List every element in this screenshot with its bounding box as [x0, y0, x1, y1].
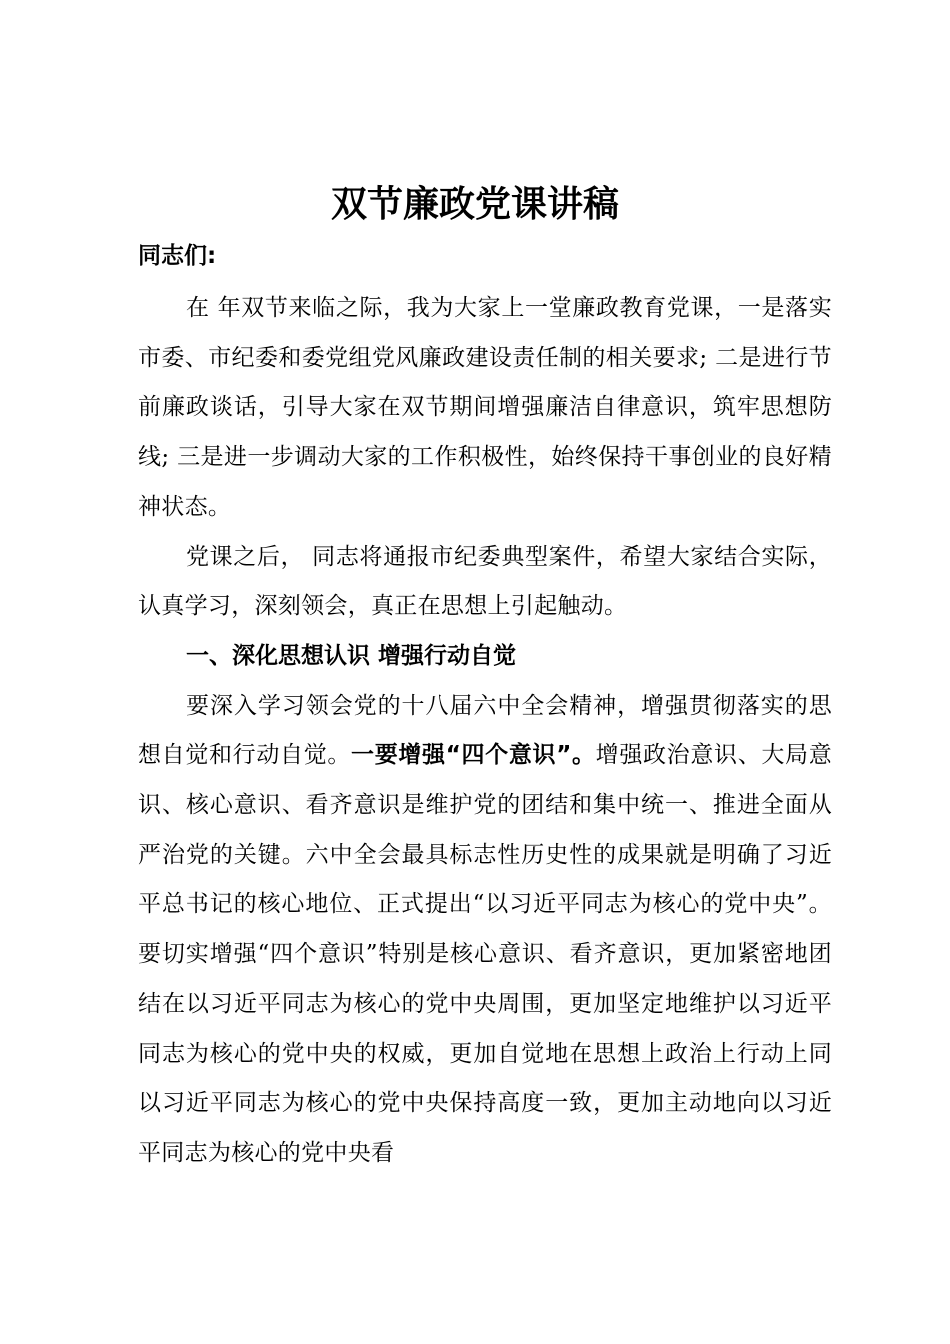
document-title: 双节廉政党课讲稿 — [330, 184, 619, 225]
paragraph-text: 要深入学习领会党的十八届六中全会精神，增强贯彻落实的思想自觉和行动自觉。 — [138, 692, 832, 769]
paragraph-case-notice: 党课之后， 同志将通报市纪委典型案件，希望大家结合实际，认真学习，深刻领会，真正在思想上引起触动。 — [138, 543, 832, 620]
document-body — [138, 284, 832, 1179]
paragraph-intro: 在 年双节来临之际，我为大家上一堂廉政教育党课，一是落实市委、市纪委和委党组党风廉政建设责任制的相关要求; 二是进行节前廉政谈话，引导大家在双节期间增强廉洁自律意识，筑牢思想防线; 三是进一步调动大家的工作积极性，始终保持干事创业的良好精神状态。 — [138, 295, 832, 520]
bold-point: 一要增强“四个意识”。 — [351, 742, 596, 769]
paragraph-text-continued: 增强政治意识、大局意识、核心意识、看齐意识是维护党的团结和集中统一、推进全面从严治党的关键。六中全会最具标志性历史性的成果就是明确了习近平总书记的核心地位、正式提出“以习近平同志为核心的党中央”。要切实增强“四个意识”特别是核心意识、看齐意识，更加紧密地团结在以习近平同志为核心的党中央周围，更加坚定地维护以习近平同志为核心的党中央的权威，更加自觉地在思想上政治上行动上同以习近平同志为核心的党中央保持高度一致，更加主动地向以习近平同志为核心的党中央看 — [138, 742, 833, 1166]
salutation: 同志们: — [138, 243, 217, 269]
section-heading: 一、深化思想认识 增强行动自觉 — [186, 642, 517, 669]
paragraph-section-1 — [138, 682, 832, 1179]
